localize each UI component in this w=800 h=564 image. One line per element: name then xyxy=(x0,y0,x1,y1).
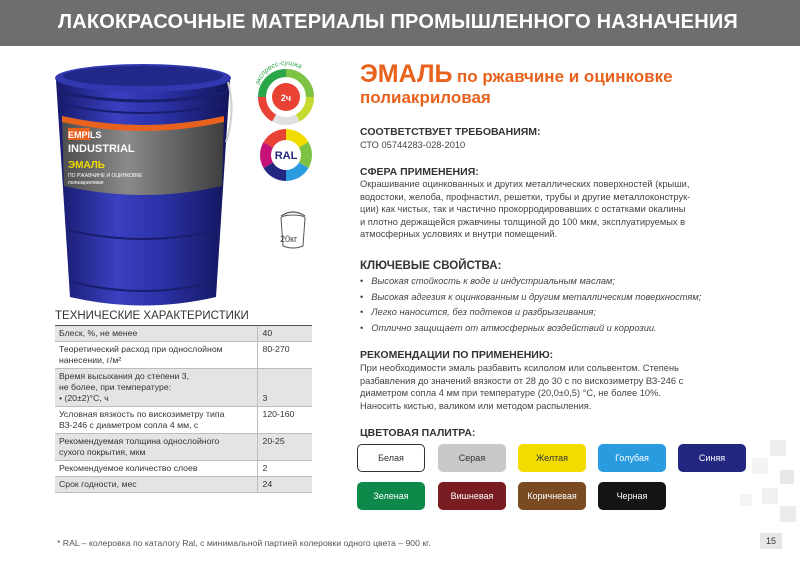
page-number: 15 xyxy=(760,533,782,549)
bucket-product: ЭМАЛЬ xyxy=(68,160,105,171)
swatch-brown: Коричневая xyxy=(518,482,586,510)
requirements-heading: СООТВЕТСТВУЕТ ТРЕБОВАНИЯМ: xyxy=(360,126,541,138)
application-line: и плотно держащейся ржавчины толщиной до 100 мкм, эксплуатируемых в xyxy=(360,216,686,227)
application-line: водостоки, желоба, профнастил, решетки, трубы и другие металлоконструк- xyxy=(360,191,691,202)
tech-value: 3 xyxy=(257,369,312,407)
tech-param-line: ВЗ-246 с диаметром сопла 4 мм, с xyxy=(59,420,199,430)
header-bar xyxy=(0,0,800,46)
table-row xyxy=(55,369,312,407)
table-row xyxy=(55,407,312,434)
tech-param xyxy=(55,477,257,493)
tech-value: 40 xyxy=(257,326,312,342)
swatch-light-blue: Голубая xyxy=(598,444,666,472)
application-heading: СФЕРА ПРИМЕНЕНИЯ: xyxy=(360,166,479,178)
list-item: • Отлично защищает от атмосферных воздействий и коррозии. xyxy=(360,323,780,339)
tech-param xyxy=(55,342,257,369)
requirements-text: СТО 05744283-028-2010 xyxy=(360,140,466,150)
swatch-gray: Серая xyxy=(438,444,506,472)
product-title-main: ЭМАЛЬ xyxy=(360,60,453,88)
bucket-brand: EMPILS xyxy=(68,130,102,140)
swatch-blue: Синяя xyxy=(678,444,746,472)
table-row xyxy=(55,326,312,342)
express-drying-icon xyxy=(248,55,324,131)
tech-param-line: нанесении, г/м² xyxy=(59,355,122,365)
tech-value: 120-160 xyxy=(257,407,312,434)
recommendations-line: разбавления до значений вязкости от 28 до 30 с по вискозиметру ВЗ-246 с xyxy=(360,375,684,386)
express-label: экспресс-сушка xyxy=(254,59,303,86)
recommendations-text xyxy=(360,362,750,412)
tech-param xyxy=(55,369,257,407)
tech-table xyxy=(55,326,312,493)
key-properties-list xyxy=(360,276,780,338)
application-line: ции) как чистых, так и частично прокорродировавших с остатками окалины xyxy=(360,204,686,215)
recommendations-heading: РЕКОМЕНДАЦИИ ПО ПРИМЕНЕНИЮ: xyxy=(360,349,554,361)
tech-param-line: Блеск, %, не менее xyxy=(59,328,138,338)
swatch-white: Белая xyxy=(357,444,425,472)
list-item: • Высокая адгезия к оцинкованным и другим металлическим поверхностям; xyxy=(360,292,780,308)
table-row xyxy=(55,477,312,493)
decorative-squares xyxy=(700,430,800,560)
palette-heading: ЦВЕТОВАЯ ПАЛИТРА: xyxy=(360,427,476,439)
swatch-cherry: Вишневая xyxy=(438,482,506,510)
bucket-line: INDUSTRIAL xyxy=(68,143,135,155)
recommendations-line: Наносить кистью, валиком или методом распыления. xyxy=(360,400,592,411)
recommendations-line: диаметром сопла 4 мм при температуре (20,0±0,5) °С, не более 10%. xyxy=(360,388,661,399)
express-time: 2ч xyxy=(280,93,292,103)
tech-param-line: Рекомендуемая толщина однослойного xyxy=(59,436,220,446)
tech-param-line: Условная вязкость по вискозиметру типа xyxy=(59,409,225,419)
bucket-weight-label: 20кг xyxy=(280,234,298,244)
tech-param-line: Рекомендуемое количество слоев xyxy=(59,463,198,473)
tech-param-line: Срок годности, мес xyxy=(59,479,137,489)
tech-value: 20-25 xyxy=(257,434,312,461)
bucket-sub: полиакриловая xyxy=(68,180,104,186)
table-row xyxy=(55,461,312,477)
application-text xyxy=(360,178,750,241)
ral-palette-icon xyxy=(257,126,315,184)
product-title xyxy=(360,60,673,89)
product-title-rest: по ржавчине и оцинковке xyxy=(456,67,673,86)
page-title: ЛАКОКРАСОЧНЫЕ МАТЕРИАЛЫ ПРОМЫШЛЕННОГО НАЗНАЧЕНИЯ xyxy=(58,11,739,33)
swatch-green: Зеленая xyxy=(357,482,425,510)
list-item: • Высокая стойкость к воде и индустриальным маслам; xyxy=(360,276,780,292)
tech-value: 24 xyxy=(257,477,312,493)
tech-param xyxy=(55,326,257,342)
table-row xyxy=(55,434,312,461)
tech-param-line: Время высыхания до степени 3, xyxy=(59,371,190,381)
tech-param-line: не более, при температуре: xyxy=(59,382,172,392)
tech-param xyxy=(55,434,257,461)
recommendations-line: При необходимости эмаль разбавить ксилолом или сольвентом. Степень xyxy=(360,363,679,373)
tech-param-line: сухого покрытия, мкм xyxy=(59,447,146,457)
bucket-desc: ПО РЖАВЧИНЕ И ОЦИНКОВКЕ xyxy=(68,173,143,179)
ral-label: RAL xyxy=(274,150,298,162)
product-subtitle: полиакриловая xyxy=(360,88,491,107)
tech-value: 80-270 xyxy=(257,342,312,369)
table-row xyxy=(55,342,312,369)
application-line: Окрашивание оцинкованных и других металлических поверхностей (крыши, xyxy=(360,179,690,189)
product-bucket-image xyxy=(48,52,238,314)
tech-param-line: Теоретический расход при однослойном xyxy=(59,344,223,354)
swatch-yellow: Желтая xyxy=(518,444,586,472)
swatch-black: Черная xyxy=(598,482,666,510)
application-line: атмосферных условиях и внутри помещений. xyxy=(360,229,558,240)
list-item: • Легко наносится, без подтеков и разбрызгивания; xyxy=(360,307,780,323)
tech-value: 2 xyxy=(257,461,312,477)
footnote: * RAL – колеровка по каталогу Ral, с минимальной партией колеровки одного цвета – 900 кг. xyxy=(57,538,431,548)
tech-heading: ТЕХНИЧЕСКИЕ ХАРАКТЕРИСТИКИ xyxy=(55,310,249,322)
tech-param-line: • (20±2)°С, ч xyxy=(59,393,109,403)
tech-param xyxy=(55,407,257,434)
key-properties-heading: КЛЮЧЕВЫЕ СВОЙСТВА: xyxy=(360,260,502,272)
tech-param xyxy=(55,461,257,477)
